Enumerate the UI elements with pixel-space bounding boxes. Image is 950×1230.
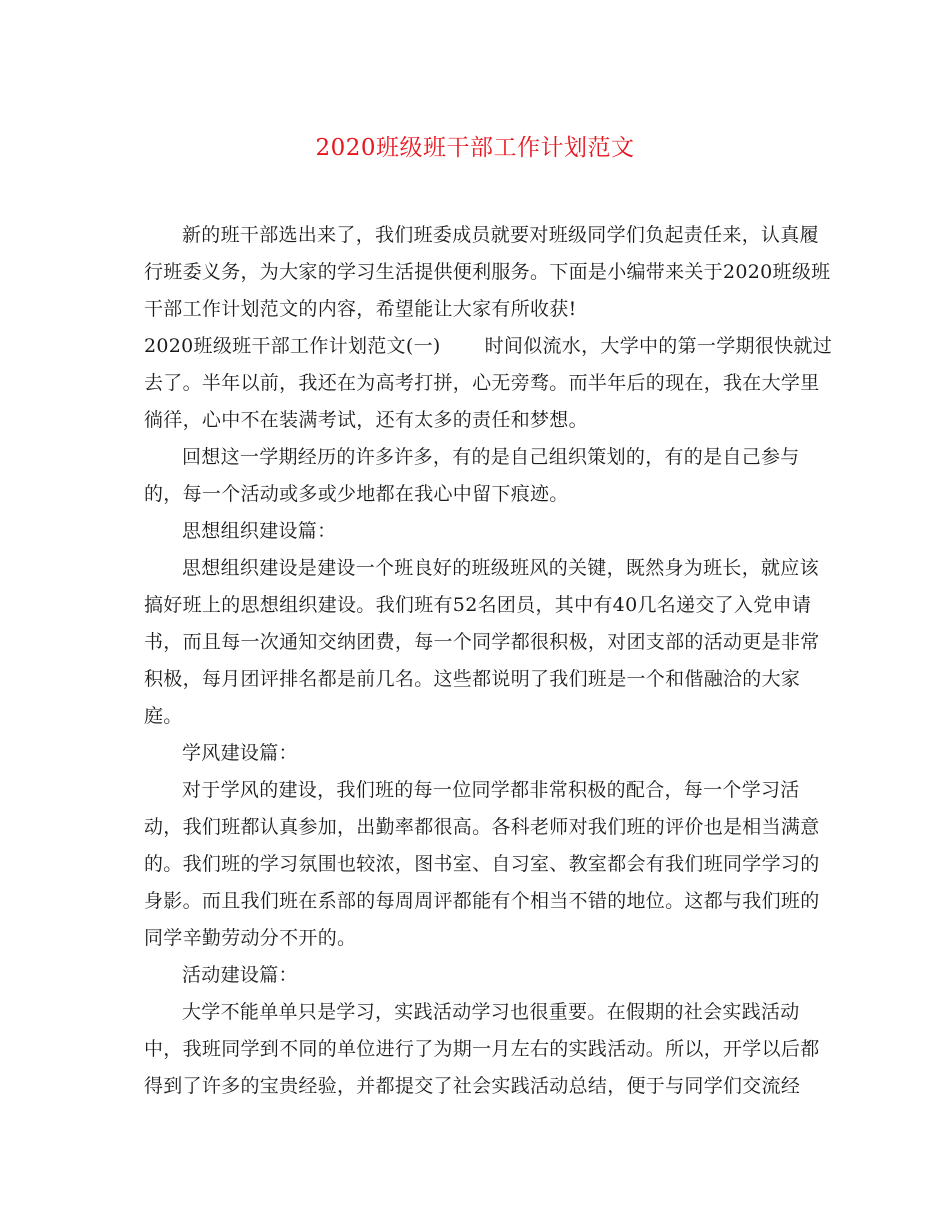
text-line-content: 中，我班同学到不同的单位进行了为期一月左右的实践活动。所以，开学以后都	[144, 1038, 820, 1060]
text-line	[144, 994, 824, 1031]
text-line-content: 的，每一个活动或多或少地都在我心中留下痕迹。	[144, 483, 569, 505]
text-line-content: 活动建设篇：	[182, 964, 298, 986]
text-line-content: 得到了许多的宝贵经验，并都提交了社会实践活动总结，便于与同学们交流经	[144, 1075, 801, 1097]
text-line	[144, 476, 824, 513]
text-line	[144, 328, 832, 365]
text-line	[144, 624, 824, 661]
text-line-content: 动，我们班都认真参加，出勤率都很高。各科老师对我们班的评价也是相当满意	[144, 816, 820, 838]
text-line	[144, 254, 831, 291]
text-line	[144, 1031, 824, 1068]
text-line	[144, 365, 824, 402]
text-line	[144, 291, 824, 328]
text-line	[144, 735, 824, 772]
text-line	[144, 587, 824, 624]
text-line-content: 书，而且每一次通知交纳团费，每一个同学都很积极，对团支部的活动更是非常	[144, 631, 820, 653]
text-line-content: 行班委义务，为大家的学习生活提供便利服务。下面是小编带来关于2020班级班	[144, 261, 831, 283]
text-line	[144, 439, 824, 476]
text-line-content: 同学辛勤劳动分不开的。	[144, 927, 357, 949]
text-line-content: 徜徉，心中不在装满考试，还有太多的责任和梦想。	[144, 409, 588, 431]
text-line-content: 2020班级班干部工作计划范文(一)	[144, 335, 441, 357]
text-line-tail: 时间似流水，大学中的第一学期很快就过	[484, 335, 832, 357]
text-line	[144, 883, 824, 920]
text-line-content: 思想组织建设是建设一个班良好的班级班风的关键，既然身为班长，就应该	[182, 557, 819, 579]
text-line	[144, 846, 824, 883]
text-line	[144, 809, 824, 846]
text-line-content: 去了。半年以前，我还在为高考打拼，心无旁骛。而半年后的现在，我在大学里	[144, 372, 820, 394]
text-line-content: 思想组织建设篇：	[182, 520, 337, 542]
text-line	[144, 661, 824, 698]
text-line-content: 搞好班上的思想组织建设。我们班有52名团员，其中有40几名递交了入党申请	[144, 594, 812, 616]
text-line-content: 大学不能单单只是学习，实践活动学习也很重要。在假期的社会实践活动	[182, 1001, 800, 1023]
text-line	[144, 772, 824, 809]
text-line-content: 积极，每月团评排名都是前几名。这些都说明了我们班是一个和偕融洽的大家	[144, 668, 801, 690]
text-line	[144, 920, 824, 957]
text-line	[144, 550, 824, 587]
text-line-content: 身影。而且我们班在系部的每周周评都能有个相当不错的地位。这都与我们班的	[144, 890, 820, 912]
text-line-content: 庭。	[144, 705, 183, 727]
text-line	[144, 402, 824, 439]
text-line-content: 干部工作计划范文的内容，希望能让大家有所收获!	[144, 298, 577, 320]
text-line-content: 的。我们班的学习氛围也较浓，图书室、自习室、教室都会有我们班同学学习的	[144, 853, 820, 875]
text-line	[144, 698, 824, 735]
text-line-content: 回想这一学期经历的许多许多，有的是自己组织策划的，有的是自己参与	[182, 446, 800, 468]
text-line-content: 学风建设篇：	[182, 742, 298, 764]
text-line	[144, 217, 824, 254]
text-line-content: 对于学风的建设，我们班的每一位同学都非常积极的配合，每一个学习活	[182, 779, 800, 801]
document-title: 2020班级班干部工作计划范文	[315, 135, 635, 161]
document-body	[144, 217, 832, 1105]
text-line	[144, 957, 824, 994]
text-line	[144, 1068, 824, 1105]
text-line-content: 新的班干部选出来了，我们班委成员就要对班级同学们负起责任来，认真履	[182, 224, 819, 246]
text-line	[144, 513, 824, 550]
